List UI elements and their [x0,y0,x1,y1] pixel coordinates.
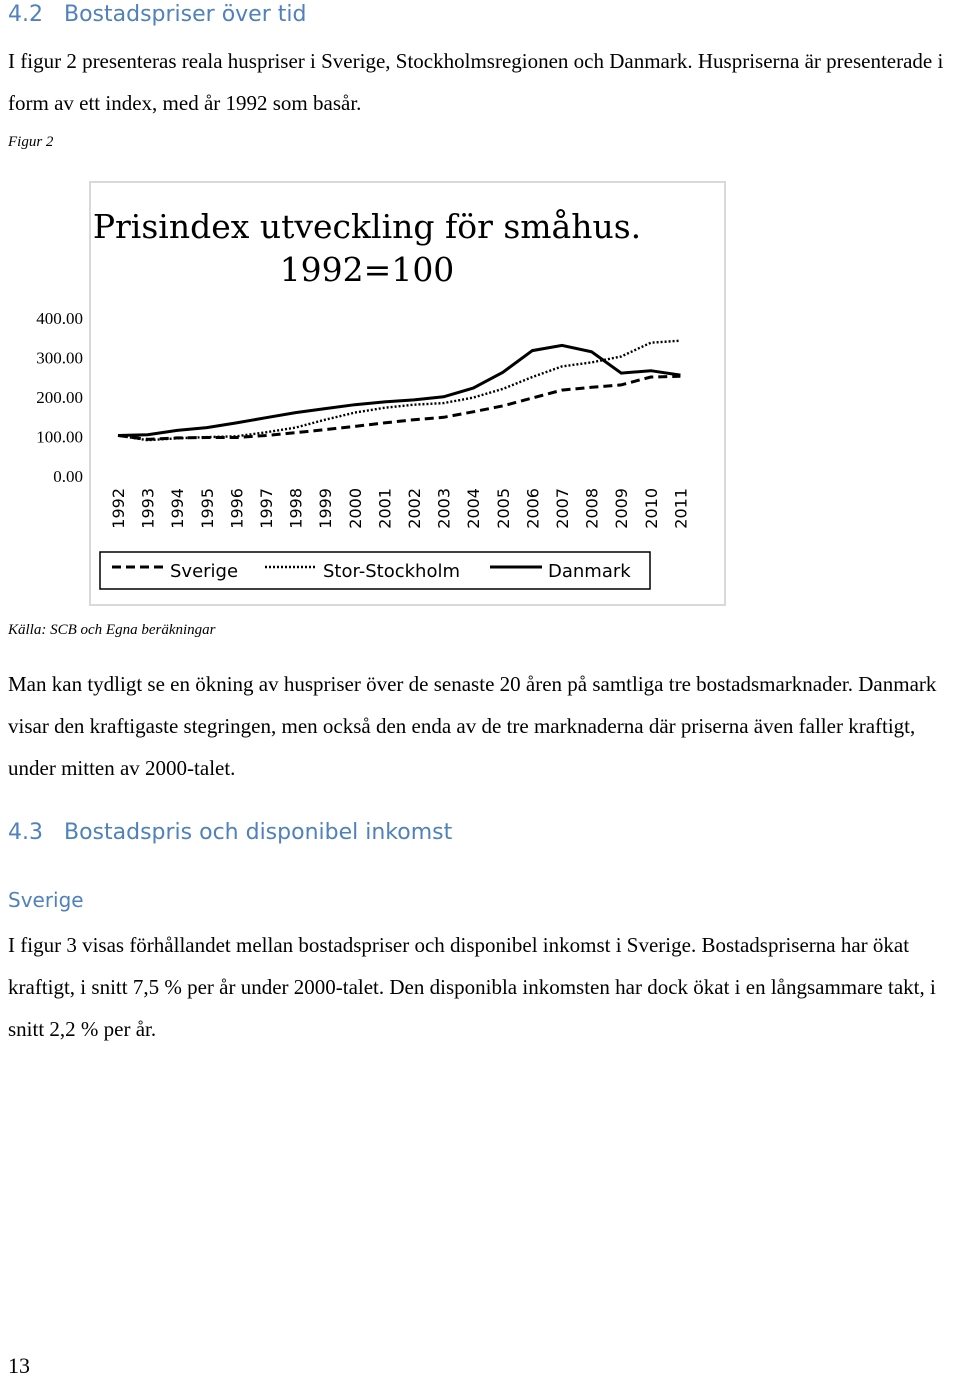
y-tick-label: 400.00 [36,309,83,328]
legend [112,561,631,582]
chart-title-line2: 1992=100 [279,250,455,289]
section-number-2: 4.3 [8,820,43,845]
x-tick-label: 2001 [375,488,395,529]
x-tick-label: 1993 [138,488,158,529]
x-tick-label: 2005 [493,488,513,529]
section-title: Bostadspriser över tid [63,2,307,27]
x-tick-label: 2011 [671,488,691,529]
x-tick-label: 1997 [257,488,276,529]
x-tick-label: 2010 [641,488,661,529]
page-number: 13 [8,1353,30,1378]
y-tick-label: 0.00 [53,467,83,486]
section-title-2: Bostadspris och disponibel inkomst [63,820,453,845]
section-number: 4.2 [8,2,43,27]
intro-paragraph: I figur 2 presenteras reala huspriser i Sverige, Stockholmsregionen och Danmark. Huspriserna är presenterade i form av ett index, med år 1992 som basår. [8,49,944,115]
analysis-paragraph: Man kan tydligt se en ökning av huspriser över de senaste 20 åren på samtliga tre bostadsmarknader. Danmark visar den kraftigaste stegringen, men också den enda av de tre marknaderna där priserna även faller kraftigt, under mitten av 2000-talet. [8,672,937,780]
section-heading-4-3 [8,820,452,845]
x-tick-label: 1998 [286,488,306,529]
subheading-sverige: Sverige [8,888,84,912]
y-axis-ticks [36,309,83,486]
x-tick-label: 1994 [168,488,188,529]
figure-label: Figur 2 [8,134,54,150]
y-tick-label: 100.00 [36,427,83,447]
price-index-chart [0,170,960,650]
x-tick-label: 1996 [227,488,247,529]
x-tick-label: 1995 [197,488,217,529]
x-tick-label: 2000 [345,488,365,529]
x-tick-label: 2008 [582,488,602,529]
x-tick-label: 1992 [109,488,128,529]
source-note: Källa: SCB och Egna beräkningar [8,622,216,638]
x-tick-label: 2002 [405,488,424,529]
y-tick-label: 300.00 [36,348,83,368]
x-tick-label: 2004 [464,488,484,529]
legend-label: Sverige [170,561,239,582]
legend-label: Danmark [548,561,631,582]
final-paragraph: I figur 3 visas förhållandet mellan bostadspriser och disponibel inkomst i Sverige. Bostadspriserna har ökat kraftigt, i snitt 7,5 % per år under 2000-talet. Den disponibla inkomsten har dock ökat i en långsammare takt, i snitt 2,2 % per år. [8,933,936,1041]
y-tick-label: 200.00 [36,388,83,407]
x-tick-label: 1999 [316,488,336,529]
legend-label: Stor-Stockholm [323,561,461,582]
section-heading-4-2 [8,2,306,27]
x-tick-label: 2006 [523,488,543,529]
x-tick-label: 2007 [553,488,572,529]
chart-title-line1: Prisindex utveckling för småhus. [92,207,642,246]
x-tick-label: 2009 [612,488,632,529]
x-tick-label: 2003 [434,488,454,529]
